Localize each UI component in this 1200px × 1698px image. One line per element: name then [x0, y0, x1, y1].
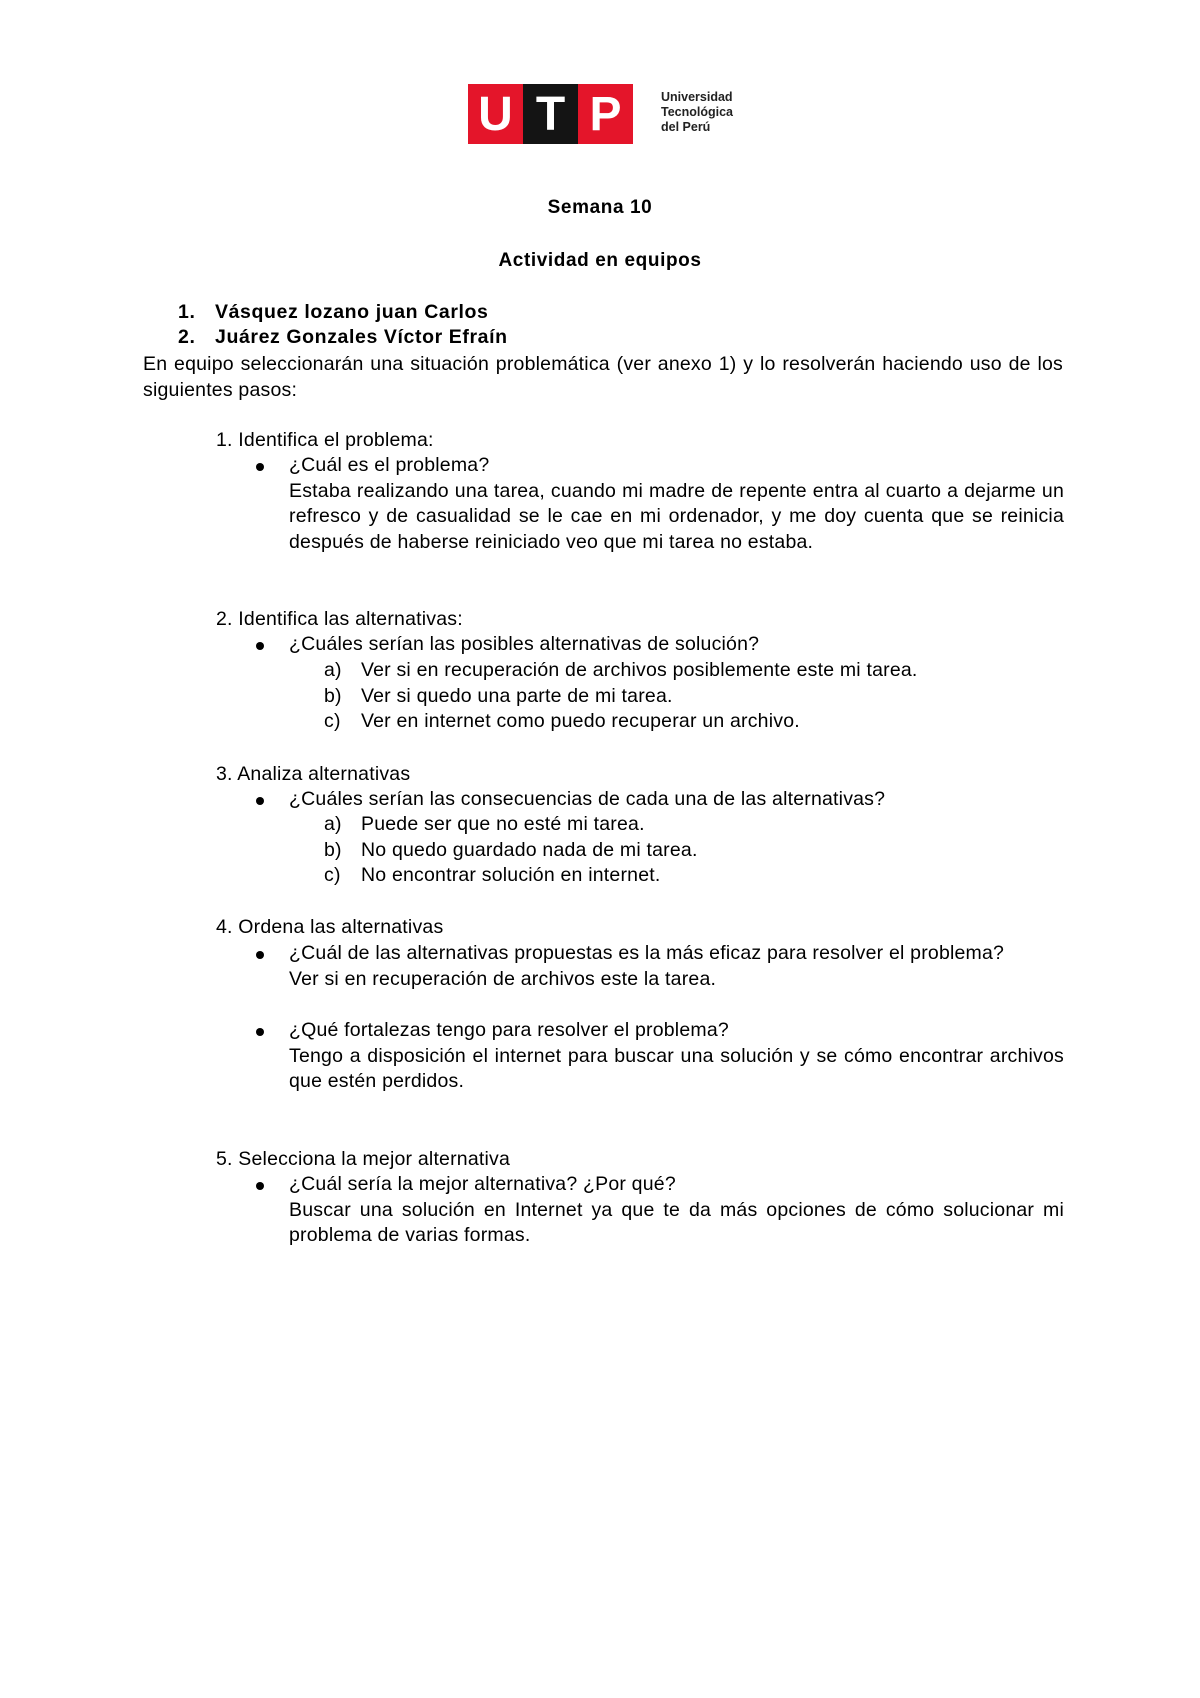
team-member: [178, 325, 508, 350]
section-title: 3. Analiza alternativas: [216, 763, 411, 785]
bullet-answer: Ver si en recuperación de archivos este la tarea.: [289, 967, 717, 990]
bullet-icon: [256, 797, 264, 805]
item-text: Ver en internet como puedo recuperar un archivo.: [361, 710, 800, 732]
item-letter: b): [324, 838, 342, 861]
member-number: 2.: [178, 326, 196, 348]
bullet-icon: [256, 1028, 264, 1036]
logo-university-name: [661, 90, 751, 135]
bullet-item: [256, 787, 1064, 813]
logo-name-line: Tecnológica: [661, 105, 734, 119]
consequences-list: [324, 812, 698, 889]
bullet-question: ¿Cuál sería la mejor alternativa? ¿Por qué?: [289, 1173, 676, 1195]
alternatives-list: [324, 658, 918, 735]
bullet-question: ¿Cuál de las alternativas propuestas es la más eficaz para resolver el problema?: [289, 942, 1005, 964]
item-text: Ver si quedo una parte de mi tarea.: [361, 684, 673, 707]
bullet-icon: [256, 463, 264, 471]
bullet-icon: [256, 642, 264, 650]
section-title: 4. Ordena las alternativas: [216, 916, 444, 938]
bullet-item: [256, 453, 1064, 555]
bullet-question: ¿Cuáles serían las consecuencias de cada una de las alternativas?: [289, 788, 886, 810]
list-item: [324, 684, 918, 710]
bullet-item: [256, 632, 1064, 658]
bullet-item: [256, 1172, 1064, 1249]
item-letter: c): [324, 864, 341, 886]
logo-letter-u: U: [468, 84, 523, 144]
logo-letter-p: P: [578, 84, 633, 144]
bullet-item: [256, 1018, 1064, 1095]
section-title: 2. Identifica las alternativas:: [216, 608, 463, 630]
page-title: Semana 10: [547, 197, 653, 218]
logo-letter-t: T: [523, 84, 578, 144]
bullet-question: ¿Cuál es el problema?: [289, 454, 490, 476]
bullet-icon: [256, 951, 264, 959]
page-subtitle: Actividad en equipos: [498, 250, 702, 271]
member-name: Vásquez lozano juan Carlos: [215, 301, 489, 323]
item-text: No quedo guardado nada de mi tarea.: [361, 838, 698, 861]
bullet-answer: Estaba realizando una tarea, cuando mi madre de repente entra al cuarto a dejarme un refresco y de casualidad se le cae en mi ordenador, y me doy cuenta que se reinicia después de haberse reiniciado veo que mi tarea no estaba.: [289, 479, 1064, 553]
bullet-question: ¿Qué fortalezas tengo para resolver el problema?: [289, 1019, 729, 1041]
item-text: Ver si en recuperación de archivos posiblemente este mi tarea.: [361, 659, 918, 681]
list-item: [324, 863, 698, 889]
item-letter: c): [324, 710, 341, 732]
team-member: [178, 300, 508, 325]
item-text: Puede ser que no esté mi tarea.: [361, 813, 645, 835]
list-item: [324, 812, 698, 838]
section-title: 5. Selecciona la mejor alternativa: [216, 1148, 511, 1170]
list-item: [324, 709, 918, 735]
item-letter: a): [324, 813, 342, 835]
bullet-answer: Buscar una solución en Internet ya que te da más opciones de cómo solucionar mi problema de varias formas.: [289, 1198, 1064, 1246]
logo-letter-blocks: [468, 84, 633, 144]
member-number: 1.: [178, 301, 196, 323]
item-text: No encontrar solución en internet.: [361, 864, 661, 886]
bullet-item: [256, 941, 1064, 992]
team-members-list: [178, 300, 508, 350]
logo-name-line: Universidad: [661, 90, 733, 104]
item-letter: a): [324, 659, 342, 681]
bullet-question: ¿Cuáles serían las posibles alternativas de solución?: [289, 633, 760, 655]
item-letter: b): [324, 684, 342, 707]
bullet-answer: Tengo a disposición el internet para buscar una solución y se cómo encontrar archivos que estén perdidos.: [289, 1044, 1064, 1092]
utp-logo: [468, 84, 746, 144]
intro-paragraph: En equipo seleccionarán una situación problemática (ver anexo 1) y lo resolverán haciendo uso de los siguientes pasos:: [143, 353, 1063, 401]
member-name: Juárez Gonzales Víctor Efraín: [215, 326, 508, 348]
section-title: 1. Identifica el problema:: [216, 429, 434, 451]
list-item: [324, 838, 698, 864]
bullet-icon: [256, 1182, 264, 1190]
logo-name-line: del Perú: [661, 120, 711, 134]
list-item: [324, 658, 918, 684]
